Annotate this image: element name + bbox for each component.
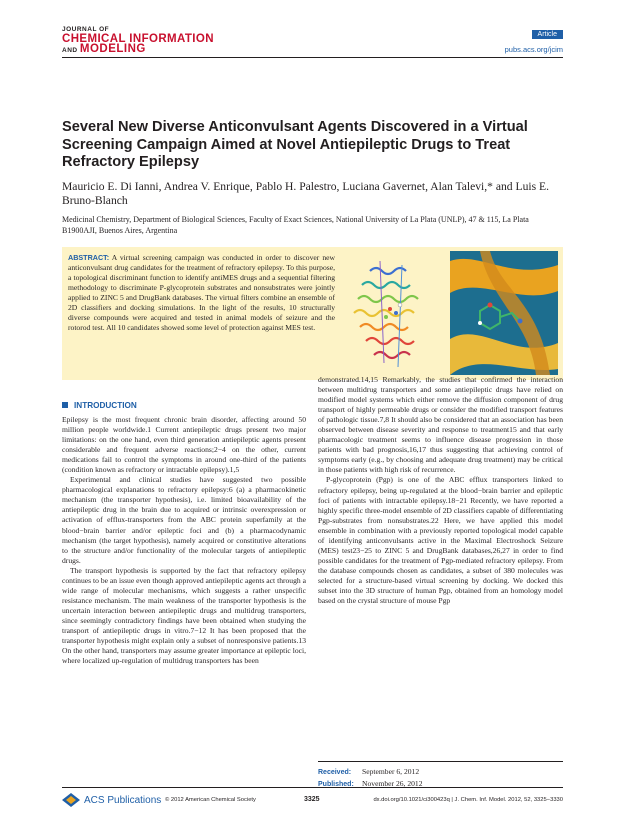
paragraph: P-glycoprotein (Pgp) is one of the ABC efflux transporters linked to refractory epilepsy, being up-regulated at the blood−brain barrier and epileptic foci of patients with intractable epilepsy.18−21 Recently, we have reported a highly specific three-model ensemble of 2D classifiers capable of differentiating Pgp-substrates from nonsubstrates.22 Here, we have applied this model ensemble in combination with a previously reported topological model capable of identifying anticonvulsants active in the Maximal Electroshock Seizure (MES) test23−25 to ZINC 5 and DrugBank databases,26,27 in order to find possible candidates for the treatment of Pgp-mediated refractory epilepsy. From the database compounds chosen as candidates, a subset of 380 molecules was selected for a structure-based virtual screening by docking. We docked this subset into the 3D structure of human Pgp, obtained from an homology model based on the crystal structure of mouse Pgp bbox=[318, 475, 563, 606]
affiliation: Medicinal Chemistry, Department of Biological Sciences, Faculty of Exact Sciences, National University of La Plata (UNLP), 47 & 115, La Plata B1900AJI, Buenos Aires, Argentina bbox=[62, 215, 529, 235]
publisher-logo bbox=[62, 793, 161, 807]
protein-ribbon-graphic bbox=[340, 251, 444, 375]
journal-name-line3 bbox=[62, 45, 242, 55]
journal-name-line2: CHEMICAL INFORMATION bbox=[62, 33, 214, 45]
page-number: 3325 bbox=[304, 796, 320, 803]
docked-ligand-graphic bbox=[450, 251, 558, 375]
header-divider bbox=[62, 57, 563, 58]
article-title: Several New Diverse Anticonvulsant Agents Discovered in a Virtual Screening Campaign Aimed at Novel Antiepileptic Drugs to Treat Refractory Epilepsy bbox=[62, 119, 528, 170]
publisher-name: ACS Publications bbox=[84, 794, 162, 806]
paragraph: demonstrated.14,15 Remarkably, the studies that confirmed the interaction between multidrug transporters and some antiepileptic drugs have relied on modified model systems which either remove the diffusion component of drug transport of highly permeable drugs or consider the modified transport features of pathologic tissue.7,8 It should also be considered that an association has been observed between disease severity and response to treatment15 and that early pharmacologic treatment seems to influence disease progression in those patients with bad prognosis,16,17 thus suggesting that achieving control of symptoms early (e.g., by choosing and adequate drug treatment) may be critical in those patients with high risk of recurrence. bbox=[318, 375, 563, 475]
section-bullet-icon bbox=[62, 402, 68, 408]
journal-name-line1: JOURNAL OF bbox=[62, 26, 110, 33]
journal-name-and: AND bbox=[62, 47, 78, 54]
toc-graphic bbox=[340, 251, 558, 375]
section-heading-introduction bbox=[62, 401, 137, 410]
journal-logo bbox=[62, 26, 242, 55]
published-date: Published: November 26, 2012 bbox=[318, 779, 423, 788]
abstract-label: ABSTRACT: bbox=[68, 253, 110, 262]
paragraph: Experimental and clinical studies have suggested two possible pharmacological explanations to refractory epilepsy:6 (a) a pharmacokinetic mechanism (the transporter hypothesis), i.e. limited bioavailability of the antiepileptic drug in the brain due to acquired or intrinsic overexpression or activation of efflux-transporters from the ABC protein superfamily at the blood−brain barrier and/or epileptic foci and (b) a pharmacodynamic mechanism (the target hypothesis), namely acquired or constitutive alterations to the structure and/or functionality of the molecular targets of antiepileptic drugs. bbox=[62, 475, 306, 565]
section-heading-text: INTRODUCTION bbox=[74, 401, 137, 410]
paragraph: The transport hypothesis is supported by the fact that refractory epilepsy continues to be an issue even though approved antiepileptic agents act through a wide range of molecular mechanisms, which suggests a rather unspecific resistance mechanism. The main weakness of the transporter hypothesis is the uncertain interaction between antiepileptic drugs and multidrug transporters, since seemingly contradictory findings have been obtained when studying the transport of antiepileptic drugs in vitro.7−12 It has been proposed that the transporter hypothesis might explain only a subset of nonresponsive patients.13 On the other hand, transporters may assume greater importance at epileptic loci, where localized up-regulation of multidrug transporters has been bbox=[62, 565, 306, 666]
abstract-text bbox=[68, 253, 335, 333]
journal-name-modeling: MODELING bbox=[79, 43, 146, 55]
footer-divider bbox=[62, 787, 563, 788]
received-date: Received: September 6, 2012 bbox=[318, 767, 420, 776]
doi-citation[interactable]: dx.doi.org/10.1021/ci300423q | J. Chem. Inf. Model. 2012, 52, 3325−3330 bbox=[373, 797, 563, 803]
paragraph: Epilepsy is the most frequent chronic brain disorder, affecting around 50 million people worldwide.1 Current antiepileptic drugs present two major limitations: on the one hand, even third generation antiepileptic agents present considerable and frequent adverse reactions;2−4 on the other, current medications fail to control the symptoms in around one-third of the patients (condition known as refractory or intractable epilepsy).1,5 bbox=[62, 415, 306, 475]
abstract-body: A virtual screening campaign was conducted in order to discover new anticonvulsant drug candidates for the treatment of refractory epilepsy. To this purpose, a topological discriminant function to identify antiMES drugs and a sequential filtering methodology to discriminate P-glycoprotein substrates and nonsubstrates were jointly applied to ZINC 5 and DrugBank databases. The virtual filters combine an ensemble of 2D classifiers and docking simulations. In the light of the results, 10 structurally diverse compounds were acquired and tested in animal models of seizure and the rotorod test. All 10 candidates showed some level of protection against MES test. bbox=[68, 253, 335, 333]
acs-logo-icon bbox=[62, 793, 80, 807]
body-column-left bbox=[62, 415, 306, 666]
article-type-badge: Article bbox=[532, 30, 563, 39]
journal-url-link[interactable]: pubs.acs.org/jcim bbox=[504, 45, 563, 54]
copyright-notice: © 2012 American Chemical Society bbox=[165, 797, 256, 803]
body-column-right bbox=[318, 375, 563, 606]
article-dates bbox=[318, 761, 563, 790]
author-list: Mauricio E. Di Ianni, Andrea V. Enrique, Pablo H. Palestro, Luciana Gavernet, Alan Talevi,* and Luis E. Bruno-Blanch bbox=[62, 180, 549, 207]
